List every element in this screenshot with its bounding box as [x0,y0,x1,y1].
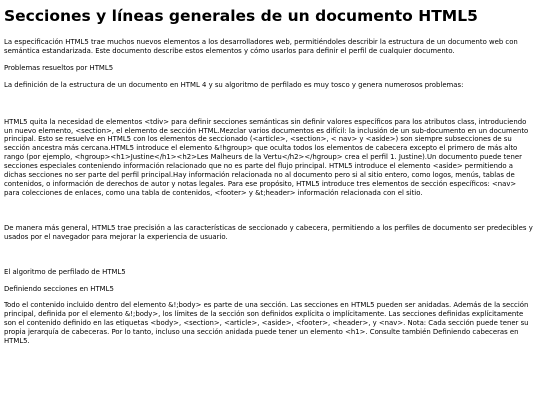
spacer [4,56,534,64]
html5-solutions-paragraph: HTML5 quita la necesidad de elementos <tdiv> para definir secciones semánticas sin definir valores específicos para los atributos class, introduciendo un nuevo elemento, <section>, el elemento de sección HTML.Mezclar varios documentos es difícil: la inclusión de un sub-documento en un documento principal. Esto se resuelve en HTML5 con los elementos de seccionado (<article>, <section>, < nav> y <aside>) son siempre subsecciones de su sección ancestra más cercana.HTML5 introduce el elemento &!hgroup> que oculta todos los elementos de cabecera excepto el primero de más alto rango (por ejemplo, <hgroup><h1>Justine</h1><h2>Les Malheurs de la Vertu</h2></hgroup> crea el perfil 1. Justine).Un documento puede tener secciones especiales conteniendo información relacionado que no es parte del flujo principal. HTML5 introduce el elemento <aside> permitiendo a dichas secciones no ser parte del perfil principal.Hay información relacionada no al documento pero si al sitio entero, como logos, menús, tablas de contenidos, o información de derechos de autor y notas legales. Para ese propósito, HTML5 introduce tres elementos de sección específicos: <nav> para colecciones de enlaces, como una tabla de contenidos, <footer> y &t;header> información relacionada con el sitio. [4,117,529,197]
problems-intro-paragraph: La definición de la estructura de un documento en HTML 4 y su algoritmo de perfilado es muy tosco y genera numerosos problemas: [4,80,464,89]
spacer [4,90,534,118]
general-paragraph: De manera más general, HTML5 trae precisión a las características de seccionado y cabecera, permitiendo a los perfiles de documento ser predecibles y usados por el navegador para mejorar la experiencia de usuario. [4,223,533,241]
spacer [4,277,534,285]
section-heading-defining: Definiendo secciones en HTML5 [4,284,114,293]
section-heading-algorithm: El algoritmo de perfilado de HTML5 [4,267,126,276]
section-heading-problems: Problemas resueltos por HTML5 [4,63,114,72]
spacer [4,293,534,301]
intro-paragraph: La especificación HTML5 trae muchos nuevos elementos a los desarrolladores web, permitiéndoles describir la estructura de un documento web con semántica estandarizada. Este documento describe estos elementos y cómo usarlos para definir el perfil de cualquier documento. [4,38,518,55]
body-content-paragraph: Todo el contenido incluido dentro del elemento &!;body> es parte de una sección. Las secciones en HTML5 pueden ser anidadas. Además de la sección principal, definida por el elemento &!;body>, los límites de la sección son definidos explícita o implícitamente. Las secciones definidas explícitamente son el contenido definido en las etiquetas <body>, <section>, <article>, <aside>, <footer>, <header>, y <nav>. Nota: Cada sección puede tener su propia jerarquía de cabeceras. Por lo tanto, incluso una sección anidada puede tener un elemento <h1>. Consulte también Definiendo cabeceras en HTML5. [4,301,529,346]
spacer [4,198,534,224]
document-page [4,7,534,346]
page-title: Secciones y líneas generales de un documento HTML5 [4,7,478,25]
spacer [4,242,534,268]
spacer [4,73,534,81]
